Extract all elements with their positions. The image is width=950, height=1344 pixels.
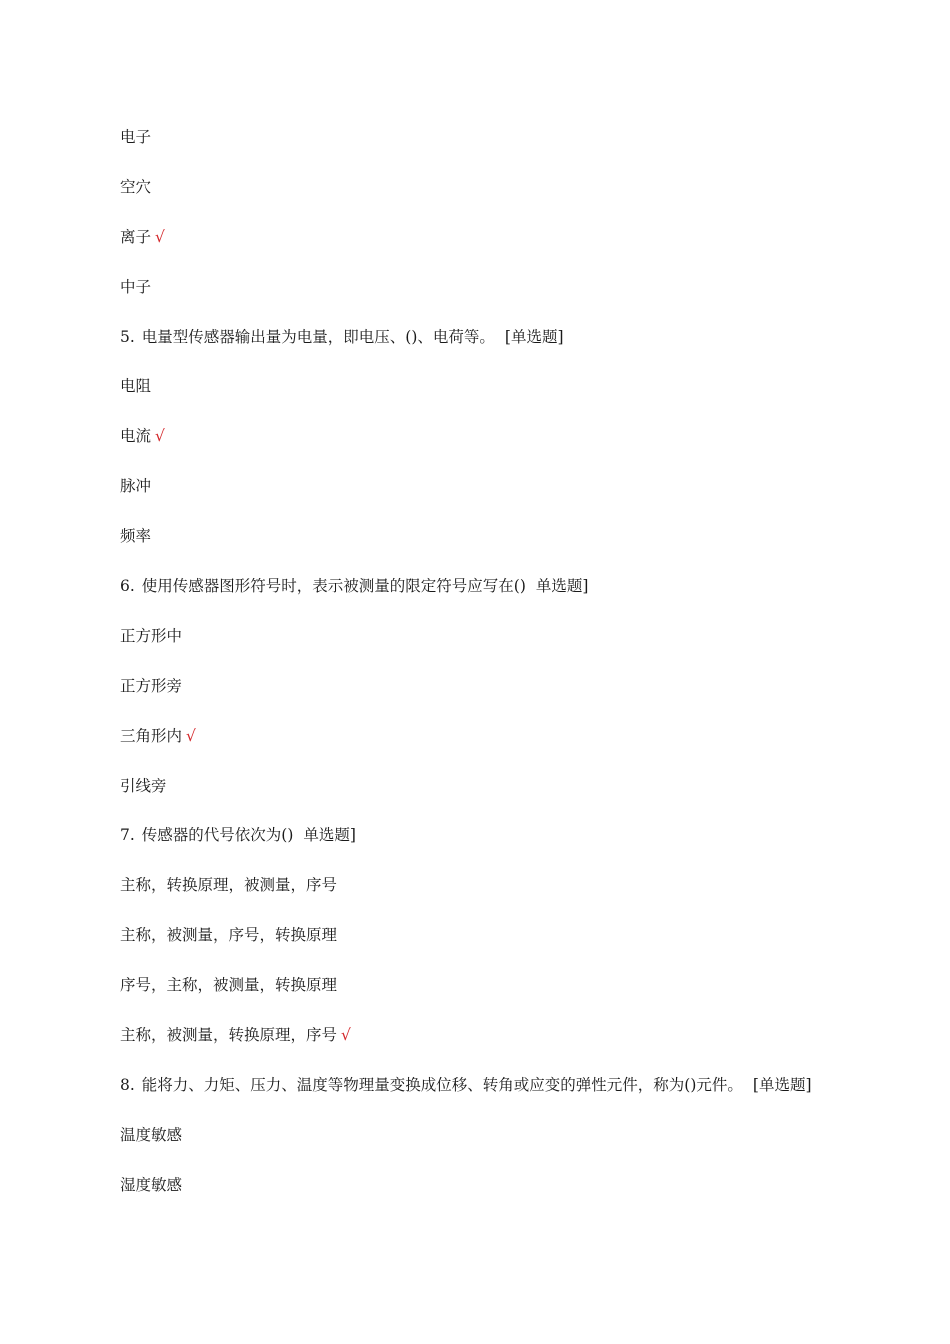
question-type-tag: 单选题] <box>535 577 589 596</box>
question-type-tag: [单选题] <box>752 1075 812 1094</box>
answer-option <box>120 1122 900 1172</box>
question-type-tag: [单选题] <box>504 327 564 346</box>
option-text: 电阻 <box>120 377 152 396</box>
question-number: 6. <box>120 577 135 596</box>
answer-option <box>120 872 900 922</box>
question-text <box>120 324 900 374</box>
answer-option <box>120 623 900 673</box>
answer-option-correct <box>120 224 900 274</box>
check-mark-icon: √ <box>341 1026 351 1045</box>
question-text <box>120 822 900 872</box>
option-text: 三角形内 <box>120 726 183 745</box>
option-text: 湿度敏感 <box>120 1175 183 1194</box>
question-stem: 能将力、力矩、压力、温度等物理量变换成位移、转角或应变的弹性元件，称为()元件。 <box>141 1075 743 1094</box>
check-mark-icon: √ <box>155 427 165 446</box>
question-text <box>120 1072 900 1122</box>
check-mark-icon: √ <box>155 227 165 246</box>
answer-option <box>120 523 900 573</box>
option-text: 脉冲 <box>120 477 152 496</box>
option-text: 电子 <box>120 128 152 146</box>
option-text: 电流 <box>120 427 152 446</box>
option-text: 频率 <box>120 527 152 546</box>
answer-option-correct <box>120 1022 900 1072</box>
question-number: 7. <box>120 826 135 845</box>
answer-option <box>120 773 900 823</box>
question-text <box>120 573 900 623</box>
option-text: 温度敏感 <box>120 1125 183 1144</box>
answer-option-correct <box>120 423 900 473</box>
answer-option <box>120 473 900 523</box>
option-text: 主称，被测量，转换原理，序号 <box>120 1026 338 1045</box>
answer-option <box>120 922 900 972</box>
option-text: 离子 <box>120 227 152 246</box>
option-text: 正方形中 <box>120 626 183 645</box>
option-text: 序号，主称，被测量，转换原理 <box>120 976 338 995</box>
option-text: 中子 <box>120 277 152 296</box>
answer-option <box>120 124 900 174</box>
option-text: 引线旁 <box>120 776 167 795</box>
answer-option <box>120 972 900 1022</box>
answer-option-correct <box>120 723 900 773</box>
option-text: 主称，转换原理，被测量，序号 <box>120 876 338 895</box>
question-stem: 电量型传感器输出量为电量，即电压、()、电荷等。 <box>141 327 495 346</box>
option-text: 正方形旁 <box>120 676 183 695</box>
question-stem: 传感器的代号依次为() <box>141 826 294 845</box>
question-number: 5. <box>120 327 135 346</box>
question-number: 8. <box>120 1075 135 1094</box>
option-text: 主称，被测量，序号，转换原理 <box>120 926 338 945</box>
question-type-tag: 单选题] <box>303 826 356 845</box>
question-list <box>120 124 900 1222</box>
check-mark-icon: √ <box>186 726 196 745</box>
answer-option <box>120 673 900 723</box>
question-stem: 使用传感器图形符号时，表示被测量的限定符号应写在() <box>141 577 526 596</box>
answer-option <box>120 1172 900 1222</box>
answer-option <box>120 373 900 423</box>
answer-option <box>120 274 900 324</box>
option-text: 空穴 <box>120 177 152 196</box>
answer-option <box>120 174 900 224</box>
